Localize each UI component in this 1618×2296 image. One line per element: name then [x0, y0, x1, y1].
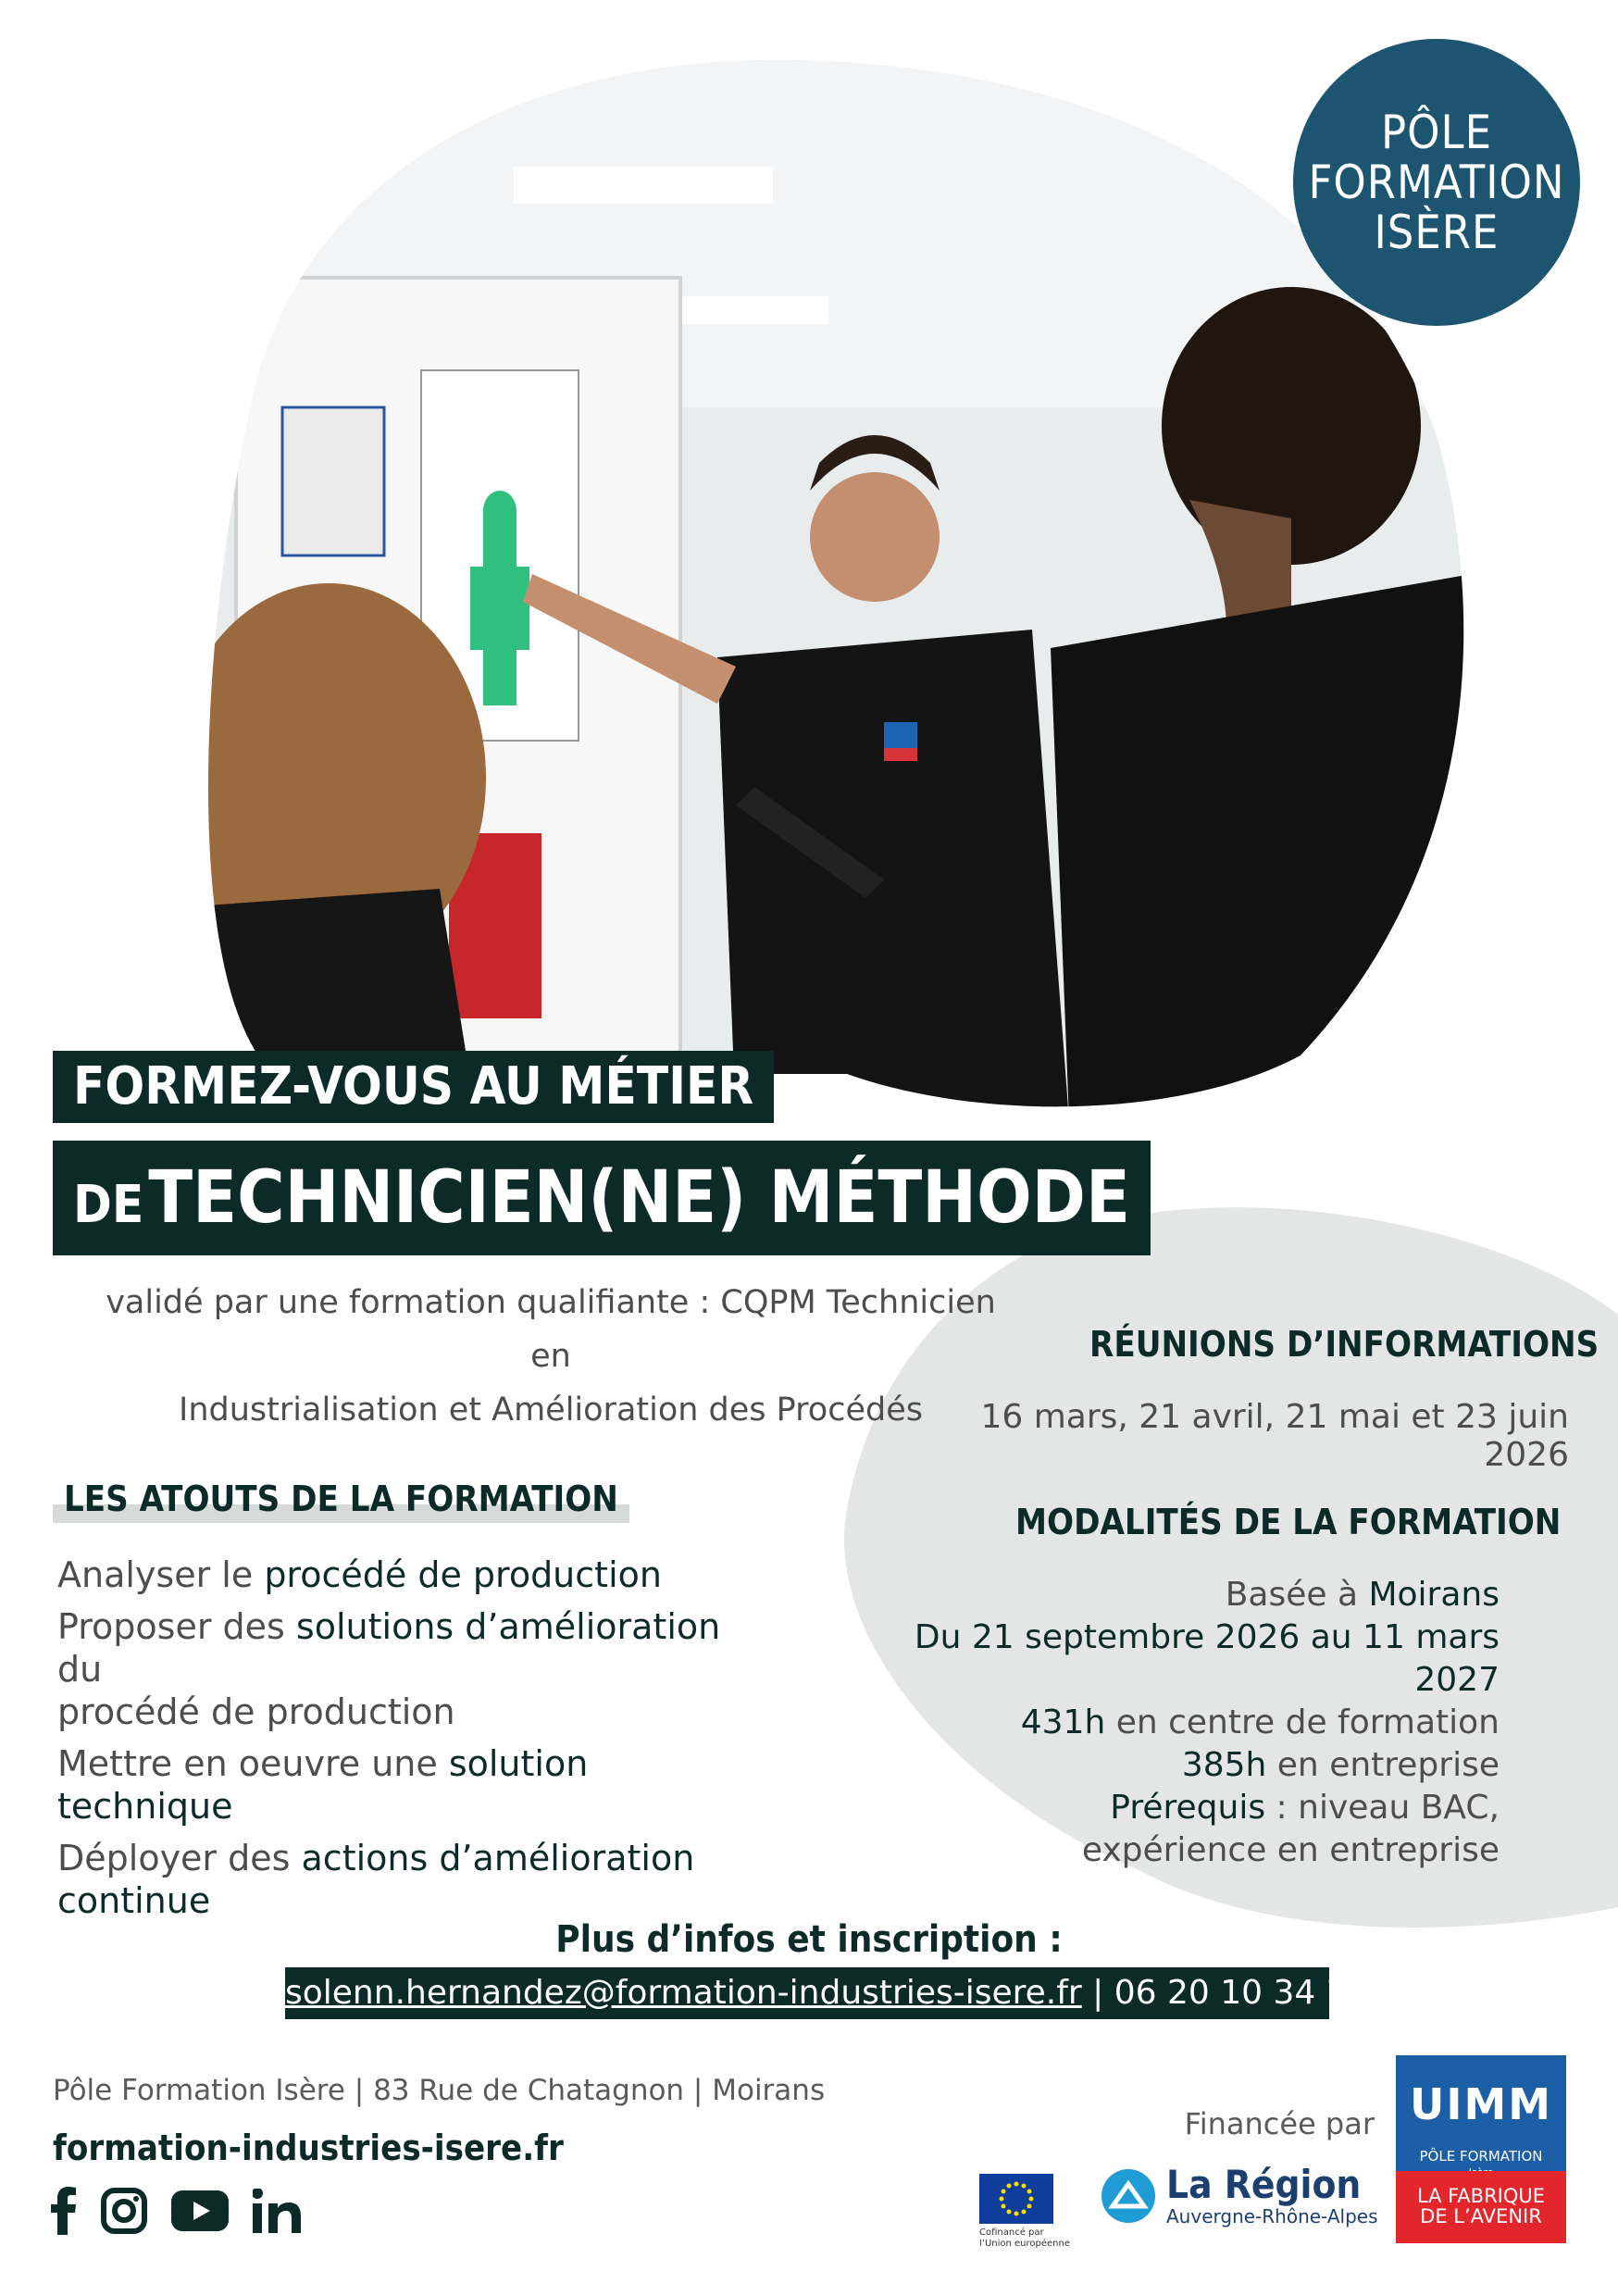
instagram-icon[interactable]	[101, 2188, 147, 2234]
facebook-icon[interactable]	[51, 2187, 77, 2235]
reunions-dates: 16 mars, 21 avril, 21 mai et 23 juin 2026	[980, 1398, 1569, 1474]
reunions-heading	[1078, 1324, 1610, 1365]
eu-text-2: l’Union européenne	[979, 2239, 1071, 2249]
region-sub: Auvergne-Rhône-Alpes	[1166, 2205, 1378, 2227]
uimm-sub: PÔLE FORMATION	[1419, 2148, 1543, 2165]
atout-item-2: Proposer des solutions d’amélioration du procédé de production	[57, 1606, 721, 1732]
subtitle	[93, 1276, 1009, 1437]
atouts-list	[57, 1554, 724, 1931]
modalites-details	[833, 1574, 1500, 1872]
atouts-heading	[53, 1479, 629, 1519]
youtube-icon[interactable]	[171, 2190, 229, 2231]
eu-flag-icon	[979, 2174, 1053, 2224]
title-main: TECHNICIEN(NE) MÉTHODE	[148, 1156, 1130, 1240]
social-icons	[51, 2187, 301, 2235]
linkedin-icon[interactable]	[253, 2189, 301, 2233]
footer-address: Pôle Formation Isère | 83 Rue de Chatagnon | Moirans	[53, 2074, 826, 2107]
contact-bar	[285, 1967, 1369, 2019]
region-logo	[1101, 2162, 1378, 2227]
region-mountain-icon	[1101, 2169, 1155, 2223]
financee-label: Financée par	[1184, 2106, 1375, 2141]
modalites-heading	[1004, 1502, 1572, 1542]
uimm-title: UIMM	[1409, 2079, 1553, 2129]
title-line-1: FORMEZ-VOUS AU MÉTIER	[53, 1051, 774, 1123]
eu-text-1: Cofinancé par	[979, 2227, 1044, 2238]
atout-item-1: Analyser le procédé de production	[57, 1554, 662, 1595]
atout-item-4: Déployer des actions d’amélioration continue	[57, 1838, 695, 1921]
uimm-logo	[1396, 2055, 1566, 2243]
modalite-dates: Du 21 septembre 2026 au 11 mars 2027	[914, 1618, 1500, 1699]
region-name: La Région	[1166, 2162, 1362, 2207]
badge-line3: ISÈRE	[1374, 206, 1500, 259]
uimm-red-line-2: DE L’AVENIR	[1420, 2205, 1542, 2227]
contact-heading: Plus d’infos et inscription :	[555, 1918, 1063, 1961]
atouts-heading-text: LES ATOUTS DE LA FORMATION	[64, 1479, 618, 1519]
contact-email-link[interactable]: solenn.hernandez@formation-industries-isere.fr	[285, 1974, 1082, 2012]
uimm-fabrique	[1396, 2171, 1566, 2243]
uimm-red-line-1: LA FABRIQUE	[1416, 2185, 1546, 2207]
contact-separator: |	[1081, 1974, 1114, 2012]
reunions-heading-text: RÉUNIONS D’INFORMATIONS	[1089, 1324, 1599, 1365]
subtitle-line-1: validé par une formation qualifiante : CQPM Technicien en	[106, 1284, 996, 1375]
title-prefix: DE	[73, 1175, 144, 1235]
hero-photo	[143, 56, 1472, 1120]
modalite-centre: 431h en centre de formation	[1020, 1703, 1500, 1741]
modalites-heading-text: MODALITÉS DE LA FORMATION	[1015, 1502, 1562, 1542]
eu-logo	[979, 2174, 1081, 2250]
atout-item-3: Mettre en oeuvre une solution technique	[57, 1743, 589, 1827]
pole-formation-badge	[1293, 39, 1580, 326]
modalite-lieu: Basée à Moirans	[1225, 1576, 1500, 1614]
contact-phone[interactable]: 06 20 10 34 77	[1114, 1974, 1369, 2012]
subtitle-line-2: Industrialisation et Amélioration des Procédés	[179, 1391, 923, 1429]
badge-line1: PÔLE	[1381, 106, 1492, 159]
footer-website-link[interactable]: formation-industries-isere.fr	[53, 2128, 564, 2168]
badge-line2: FORMATION	[1308, 156, 1565, 209]
modalite-prerequis: Prérequis : niveau BAC,	[1110, 1789, 1500, 1827]
title-line-2	[53, 1141, 1151, 1255]
modalite-entreprise: 385h en entreprise	[1181, 1746, 1500, 1784]
modalite-experience: expérience en entreprise	[1081, 1831, 1500, 1869]
